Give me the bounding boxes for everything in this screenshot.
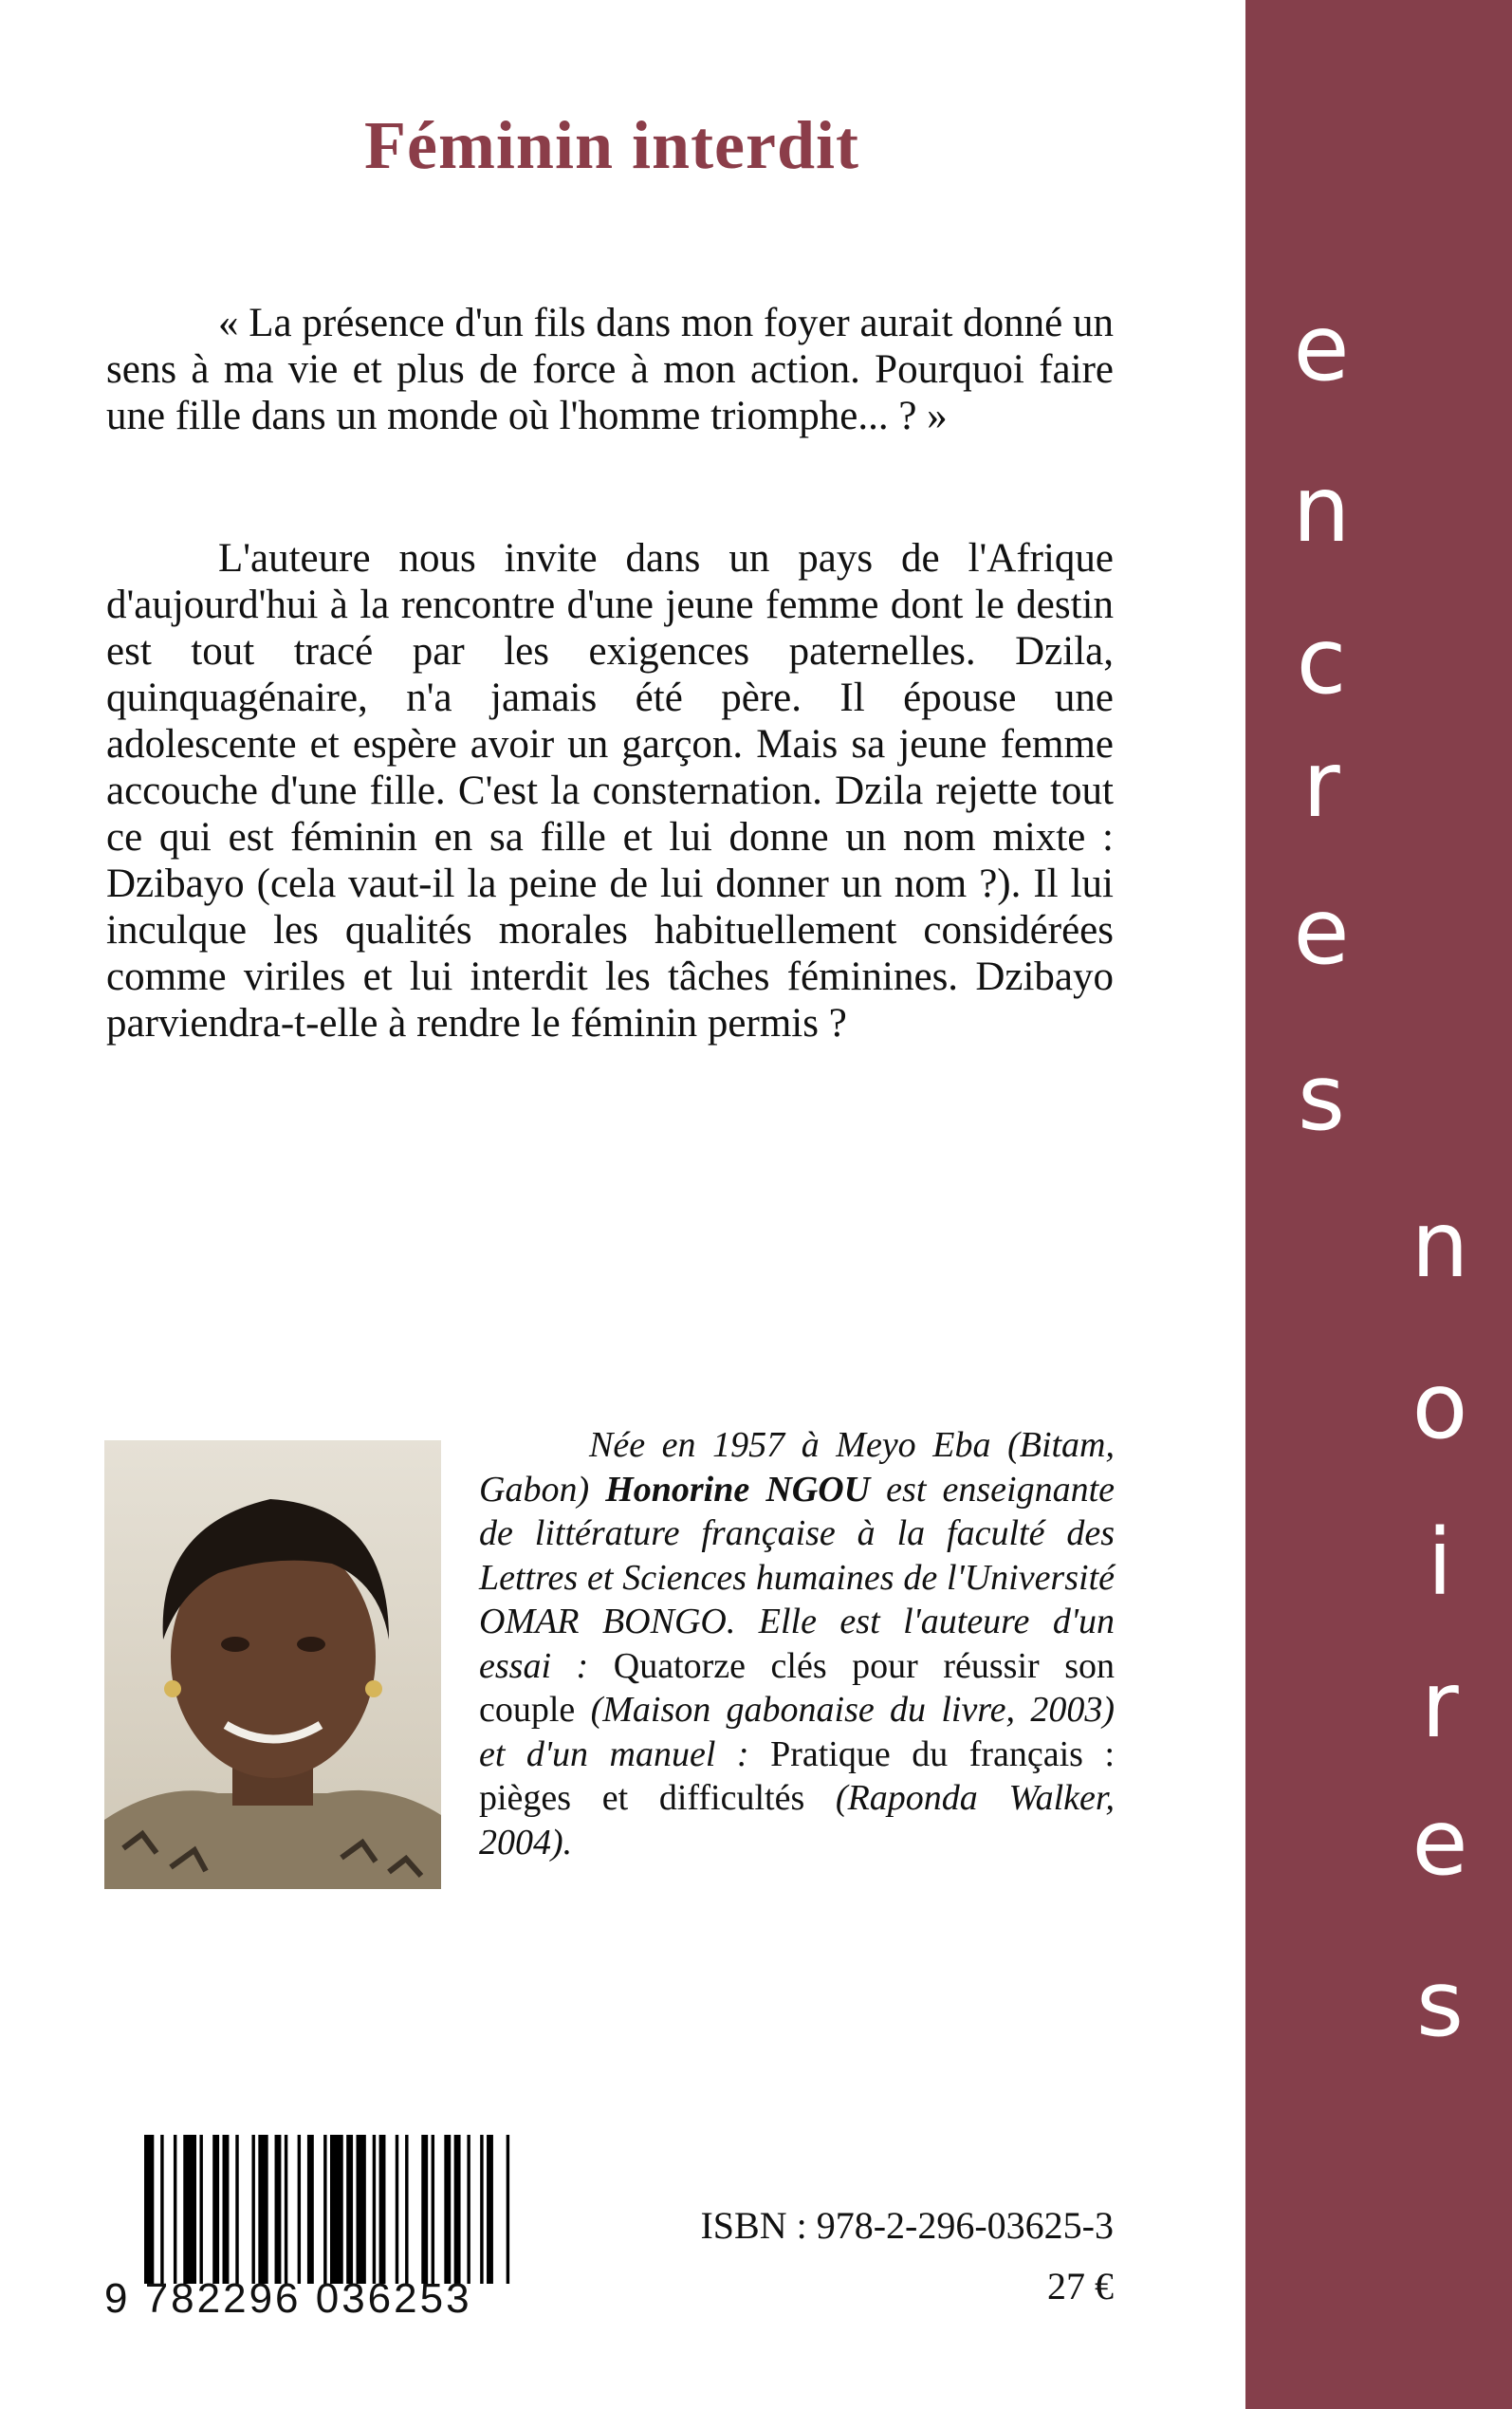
series-word1-letter-1: e [1293,295,1350,401]
work-title-essay: Quatorze clés pour réussir son couple [479,1645,1115,1730]
barcode-digits: 9 782296 036253 [104,2275,472,2322]
series-label [1245,0,1512,2409]
series-word2-letter-1: n [1411,1192,1469,1298]
author-photo [104,1440,441,1889]
bio-part-3: (Raponda Walker, 2004). [479,1778,1115,1862]
series-word2-letter-2: o [1411,1353,1468,1459]
series-word1-letter-2: n [1292,456,1351,563]
series-word2-letter-5: e [1411,1789,1468,1896]
series-word2-letter-3: i [1427,1510,1453,1616]
isbn: ISBN : 978-2-296-03625-3 [700,2204,1114,2247]
series-word2-letter-4: r [1421,1652,1459,1758]
bio-part-2: (Maison gabonaise du livre, 2003) et d'un manuel : [479,1690,1115,1774]
series-word1-letter-3: c [1296,608,1347,714]
bio-part-1: est enseignante de littérature française à la faculté des Lettres et Sciences humaines de l'Université OMAR BONGO. Elle est l'auteure d'un essai : [479,1469,1115,1686]
back-cover-summary: L'auteure nous invite dans un pays de l'Afrique d'aujourd'hui à la rencontre d'une jeune femme dont le destin est tout tracé par les exigences paternelles. Dzila, quinquagénaire, n'a jamais été père. Il épouse une adolescente et espère avoir un garçon. Mais sa jeune femme accouche d'une fille. C'est la consternation. Dzila rejette tout ce qui est féminin en sa fille et lui donne un nom mixte : Dzibayo (cela vaut-il la peine de lui donner un nom ?). Il lui inculque les qualités morales habituellement considérées comme viriles et lui interdit les tâches féminines. Dzibayo parviendra-t-elle à rendre le féminin permis ? [106,536,1114,1046]
series-word1-letter-5: e [1293,879,1350,985]
series-sidebar [1245,0,1512,2409]
series-word1-letter-4: r [1302,732,1340,838]
price: 27 € [1047,2265,1114,2307]
series-word1-letter-6: s [1297,1045,1346,1151]
bio-intro: Née en 1957 à Meyo Eba (Bitam, Gabon) [479,1425,1115,1510]
series-word2-letter-6: s [1415,1951,1465,2057]
author-name: Honorine NGOU [605,1469,871,1510]
back-cover-quote: « La présence d'un fils dans mon foyer aurait donné un sens à ma vie et plus de force à mon action. Pourquoi faire une fille dans un monde où l'homme triomphe... ? » [106,301,1114,438]
author-biography [479,1423,1115,1864]
book-title: Féminin interdit [364,107,859,183]
barcode [144,2135,516,2284]
work-title-manual: Pratique du français : pièges et difficultés [479,1733,1115,1818]
